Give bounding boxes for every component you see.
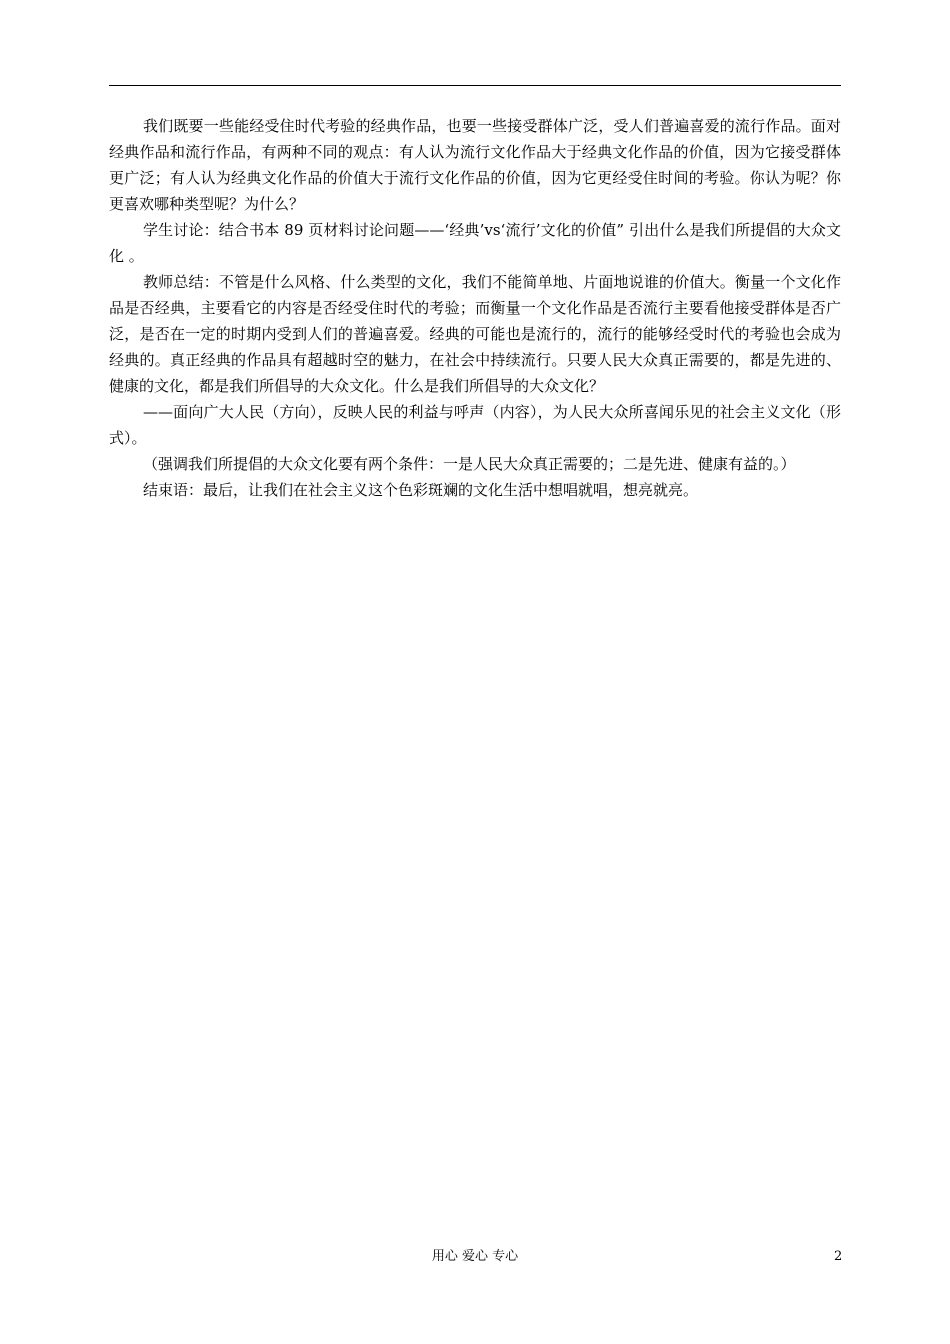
document-body: [109, 113, 841, 503]
header-rule: [109, 85, 841, 86]
paragraph-definition: ——面向广大人民（方向），反映人民的利益与呼声（内容），为人民大众所喜闻乐见的社会主义文化（形式）。: [109, 403, 841, 447]
paragraph-teacher-summary: 教师总结：不管是什么风格、什么类型的文化，我们不能简单地、片面地说谁的价值大。衡量一个文化作品是否经典，主要看它的内容是否经受住时代的考验；而衡量一个文化作品是否流行主要看他接受群体是否广泛，是否在一定的时期内受到人们的普遍喜爱。经典的可能也是流行的，流行的能够经受时代的考验也会成为经典的。真正经典的作品具有超越时空的魅力，在社会中持续流行。只要人民大众真正需要的，都是先进的、健康的文化，都是我们所倡导的大众文化。什么是我们所倡导的大众文化？: [109, 273, 841, 395]
paragraph-classic-vs-popular: 我们既要一些能经受住时代考验的经典作品，也要一些接受群体广泛，受人们普遍喜爱的流行作品。面对经典作品和流行作品，有两种不同的观点：有人认为流行文化作品大于经典文化作品的价值，因为它接受群体更广泛；有人认为经典文化作品的价值大于流行文化作品的价值，因为它更经受住时间的考验。你认为呢？你更喜欢哪种类型呢？为什么？: [109, 117, 841, 213]
footer-motto: 用心 爱心 专心: [431, 1249, 519, 1264]
paragraph-student-discussion: 学生讨论：结合书本 89 页材料讨论问题——‘经典’vs‘流行’文化的价值” 引出什么是我们所提倡的大众文化 。: [109, 221, 841, 265]
paragraph-emphasis: （强调我们所提倡的大众文化要有两个条件：一是人民大众真正需要的；二是先进、健康有益的。）: [143, 455, 796, 473]
page-number: 2: [834, 1249, 843, 1264]
paragraph-closing: 结束语：最后，让我们在社会主义这个色彩斑斓的文化生活中想唱就唱，想亮就亮。: [143, 481, 699, 499]
